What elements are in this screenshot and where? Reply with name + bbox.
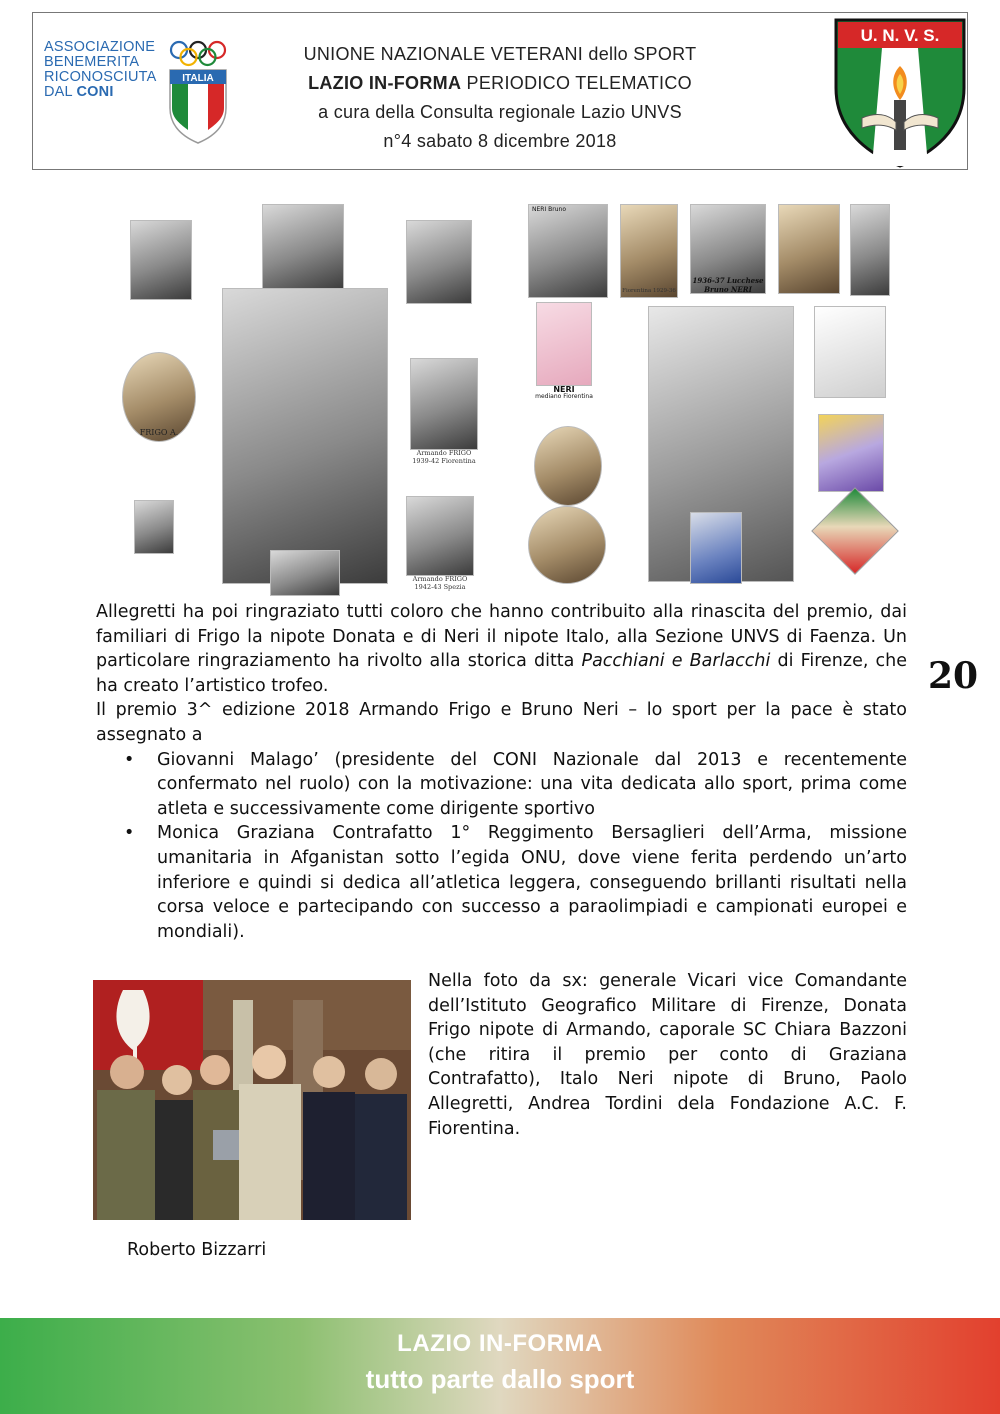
group-photo-image	[93, 980, 411, 1220]
award-item-malago: • Giovanni Malago’ (presidente del CONI Nazionale dal 2013 e recentemente confermato nel ruolo) con la motivazione: una vita dedicata allo sport, prima come atleta e successivamente come dirigente sportivo	[157, 748, 907, 822]
photo-neri-portrait-2	[778, 204, 840, 294]
header-text	[260, 40, 740, 156]
photo-fiorentina-badge	[270, 550, 340, 596]
coni-logo-line3: RICONOSCIUTA	[44, 69, 157, 85]
footer-title: LAZIO IN-FORMA	[397, 1330, 603, 1357]
coni-logo-line2: BENEMERITA	[44, 54, 140, 70]
header-line4: n°4 sabato 8 dicembre 2018	[383, 131, 617, 151]
article-para-1: Allegretti ha poi ringraziato tutti coloro che hanno contribuito alla rinascita del premio, dai familiari di Frigo la nipote Donata e di Neri il nipote Italo, alla Sezione UNVS di Faenza. Un particolare ringraziamento ha rivolto alla storica ditta Pacchiani e Barlacchi di Firenze, che ha creato l’artistico trofeo.	[96, 602, 908, 696]
article-author: Roberto Bizzarri	[127, 1240, 267, 1260]
photo-frigo-spezia	[406, 496, 474, 576]
photo-frigo-portrait-1	[130, 220, 192, 300]
caption-frigo-fiorentina: Armando FRIGO 1939-42 Fiorentina	[412, 449, 476, 465]
group-photo	[93, 980, 411, 1220]
caption-frigo-spezia: Armando FRIGO 1942-43 Spezia	[412, 575, 468, 591]
photo-neri-card	[528, 204, 608, 298]
coni-logo	[44, 40, 234, 145]
caption-neri-fiorentina-card: Fiorentina 1929-36	[622, 288, 676, 294]
photo-neri-purple-card	[818, 414, 884, 492]
coni-logo-line1: ASSOCIAZIONE	[44, 39, 156, 55]
italia-shield-icon	[168, 68, 228, 144]
caption-neri-lucchese: 1936-37 Lucchese Bruno NERI	[692, 276, 764, 294]
group-photo-caption: Nella foto da sx: generale Vicari vice Comandante dell’Istituto Geografico Militare di Firenze, Donata Frigo nipote di Armando, caporale SC Chiara Bazzoni (che ritira il premio per conto di Graziana Contrafatto), Italo Neri nipote di Bruno, Paolo Allegretti, Andrea Tordini dela Fondazione A.C. F. Fiorentina.	[428, 971, 907, 1139]
photo-frigo-full-uniform	[222, 288, 388, 584]
photo-neri-badge-2	[528, 506, 606, 584]
coni-logo-text	[44, 40, 157, 100]
header-line2: LAZIO IN-FORMA PERIODICO TELEMATICO	[308, 73, 692, 93]
footer-subtitle: tutto parte dallo sport	[365, 1364, 635, 1394]
caption-neri-card: NERI Bruno	[532, 206, 566, 213]
photo-frigo-fiorentina	[410, 358, 478, 450]
olympic-rings-icon	[168, 40, 228, 68]
award-item-contrafatto: • Monica Graziana Contrafatto 1° Reggimento Bersaglieri dell’Arma, missione umanitaria in Afganistan sotto l’egida ONU, dove viene ferita perdendo un’arto inferiore e quindi si dedica all’atletica leggera, conseguendo brillanti risultati nella corsa veloce e partecipando con successo a paraolimpiadi e campionati europei e mondiali).	[157, 821, 907, 944]
page-footer	[0, 1318, 1000, 1414]
article-para-2: Il premio 3^ edizione 2018 Armando Frigo e Bruno Neri – lo sport per la pace è stato assegnato a	[96, 700, 907, 745]
header-line3: a cura della Consulta regionale Lazio UNVS	[318, 102, 682, 122]
photo-neri-caricature-1	[536, 302, 592, 386]
italia-shield-label: ITALIA	[182, 73, 214, 84]
photo-neri-badge-1	[534, 426, 602, 506]
photo-neri-portrait-3	[850, 204, 890, 296]
photo-frigo-vicenza	[262, 204, 344, 290]
header-line1: UNIONE NAZIONALE VETERANI dello SPORT	[303, 44, 697, 64]
coni-logo-line4: DAL CONI	[44, 84, 114, 100]
article-body	[96, 600, 907, 944]
photo-neri-caricature-2	[814, 306, 886, 398]
photo-neri-blue-shirt	[690, 512, 742, 584]
unvs-logo-label: U. N. V. S.	[860, 26, 940, 45]
photo-frigo-portrait-2	[406, 220, 472, 304]
photo-collage	[120, 200, 890, 595]
caption-neri-caricature: NERI mediano Fiorentina	[535, 385, 593, 400]
page-number: 20	[928, 655, 979, 697]
award-list	[96, 748, 907, 945]
photo-neri-fiorentina-card	[620, 204, 678, 298]
caption-frigo-medallion: FRIGO A.	[139, 428, 179, 437]
photo-neri-diamond	[811, 487, 899, 575]
photo-frigo-small	[134, 500, 174, 554]
unvs-shield-logo	[832, 18, 968, 168]
